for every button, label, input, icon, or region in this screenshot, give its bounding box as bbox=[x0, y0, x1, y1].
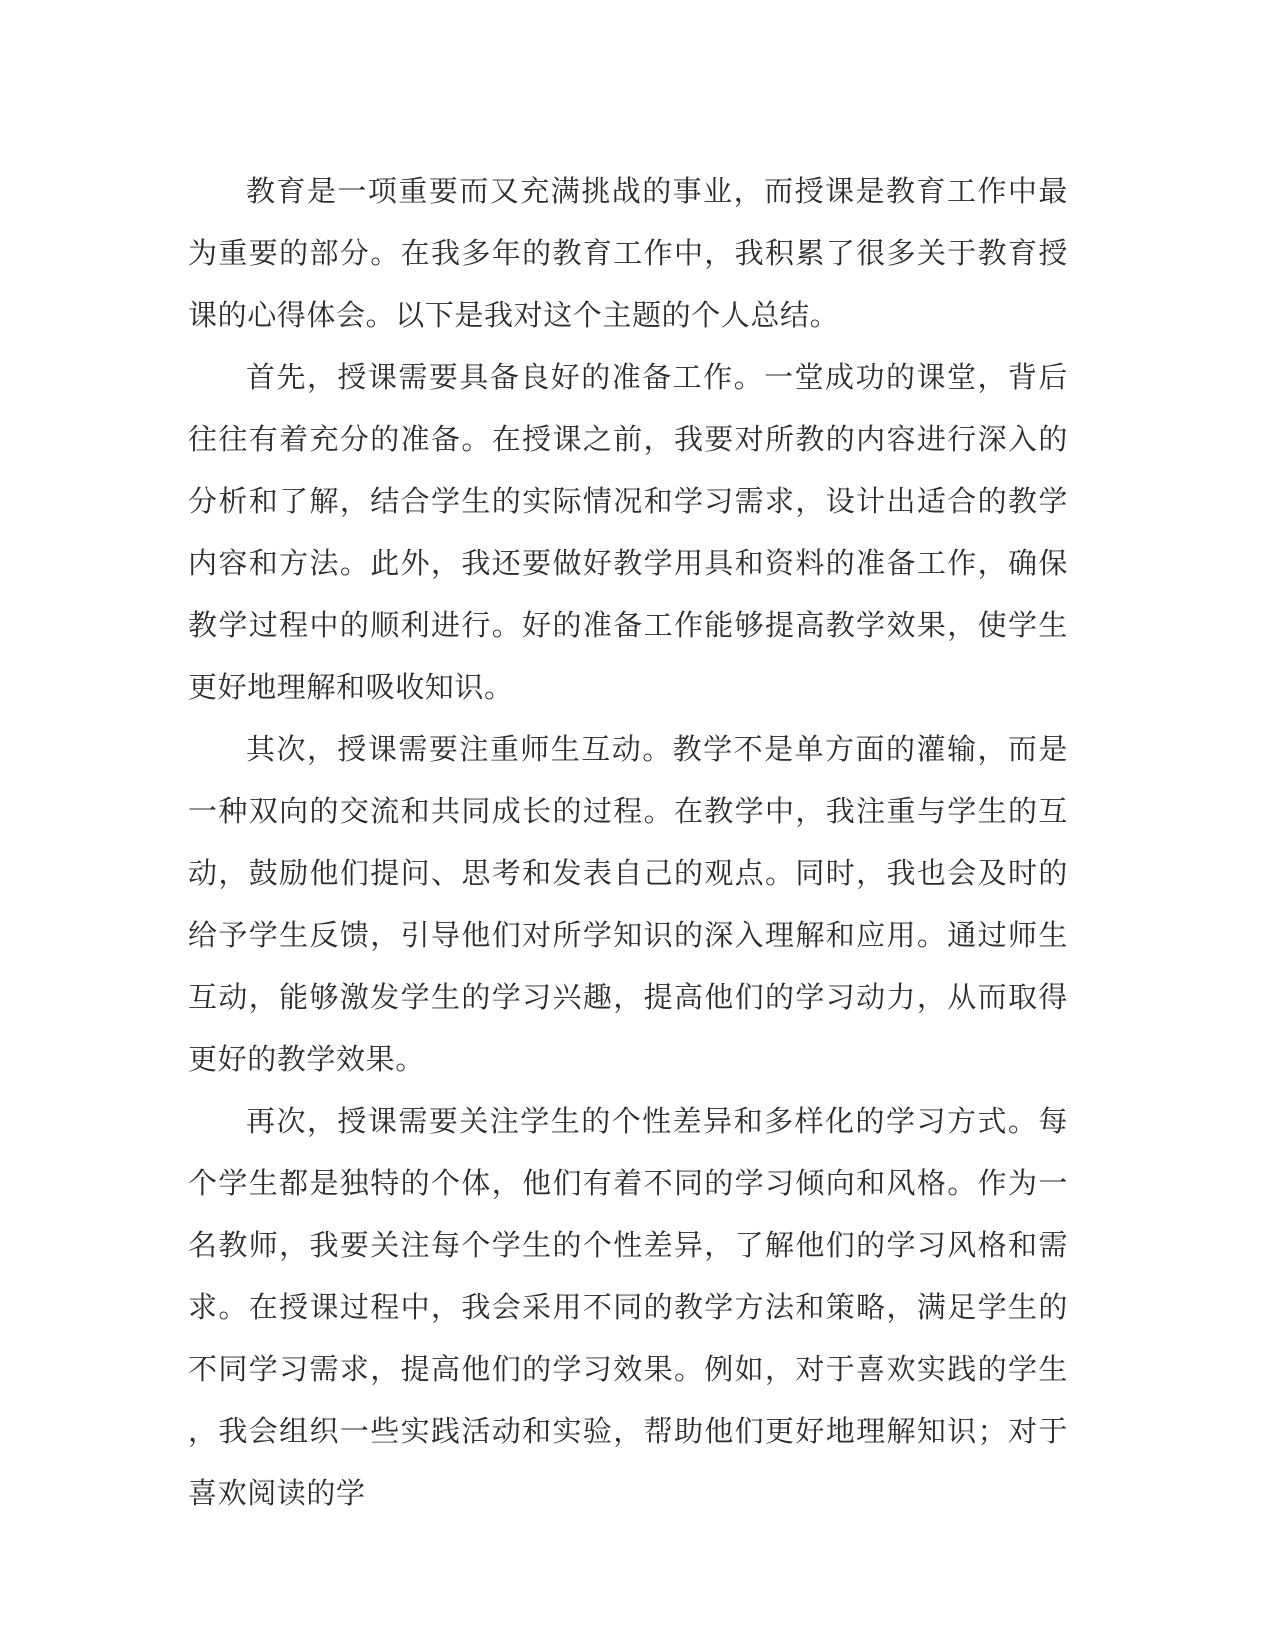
document-body bbox=[188, 160, 1068, 1524]
paragraph-intro: 教育是一项重要而又充满挑战的事业，而授课是教育工作中最为重要的部分。在我多年的教育工作中，我积累了很多关于教育授课的心得体会。以下是我对这个主题的个人总结。 bbox=[188, 174, 1068, 332]
paragraph-individual-differences: 再次，授课需要关注学生的个性差异和多样化的学习方式。每个学生都是独特的个体，他们有着不同的学习倾向和风格。作为一名教师，我要关注每个学生的个性差异，了解他们的学习风格和需求。在授课过程中，我会采用不同的教学方法和策略，满足学生的不同学习需求，提高他们的学习效果。例如，对于喜欢实践的学生，我会组织一些实践活动和实验，帮助他们更好地理解知识；对于喜欢阅读的学 bbox=[188, 1104, 1068, 1510]
paragraph-interaction: 其次，授课需要注重师生互动。教学不是单方面的灌输，而是一种双向的交流和共同成长的过程。在教学中，我注重与学生的互动，鼓励他们提问、思考和发表自己的观点。同时，我也会及时的给予学生反馈，引导他们对所学知识的深入理解和应用。通过师生互动，能够激发学生的学习兴趣，提高他们的学习动力，从而取得更好的教学效果。 bbox=[188, 732, 1068, 1076]
paragraph-preparation: 首先，授课需要具备良好的准备工作。一堂成功的课堂，背后往往有着充分的准备。在授课之前，我要对所教的内容进行深入的分析和了解，结合学生的实际情况和学习需求，设计出适合的教学内容和方法。此外，我还要做好教学用具和资料的准备工作，确保教学过程中的顺利进行。好的准备工作能够提高教学效果，使学生更好地理解和吸收知识。 bbox=[188, 360, 1068, 704]
